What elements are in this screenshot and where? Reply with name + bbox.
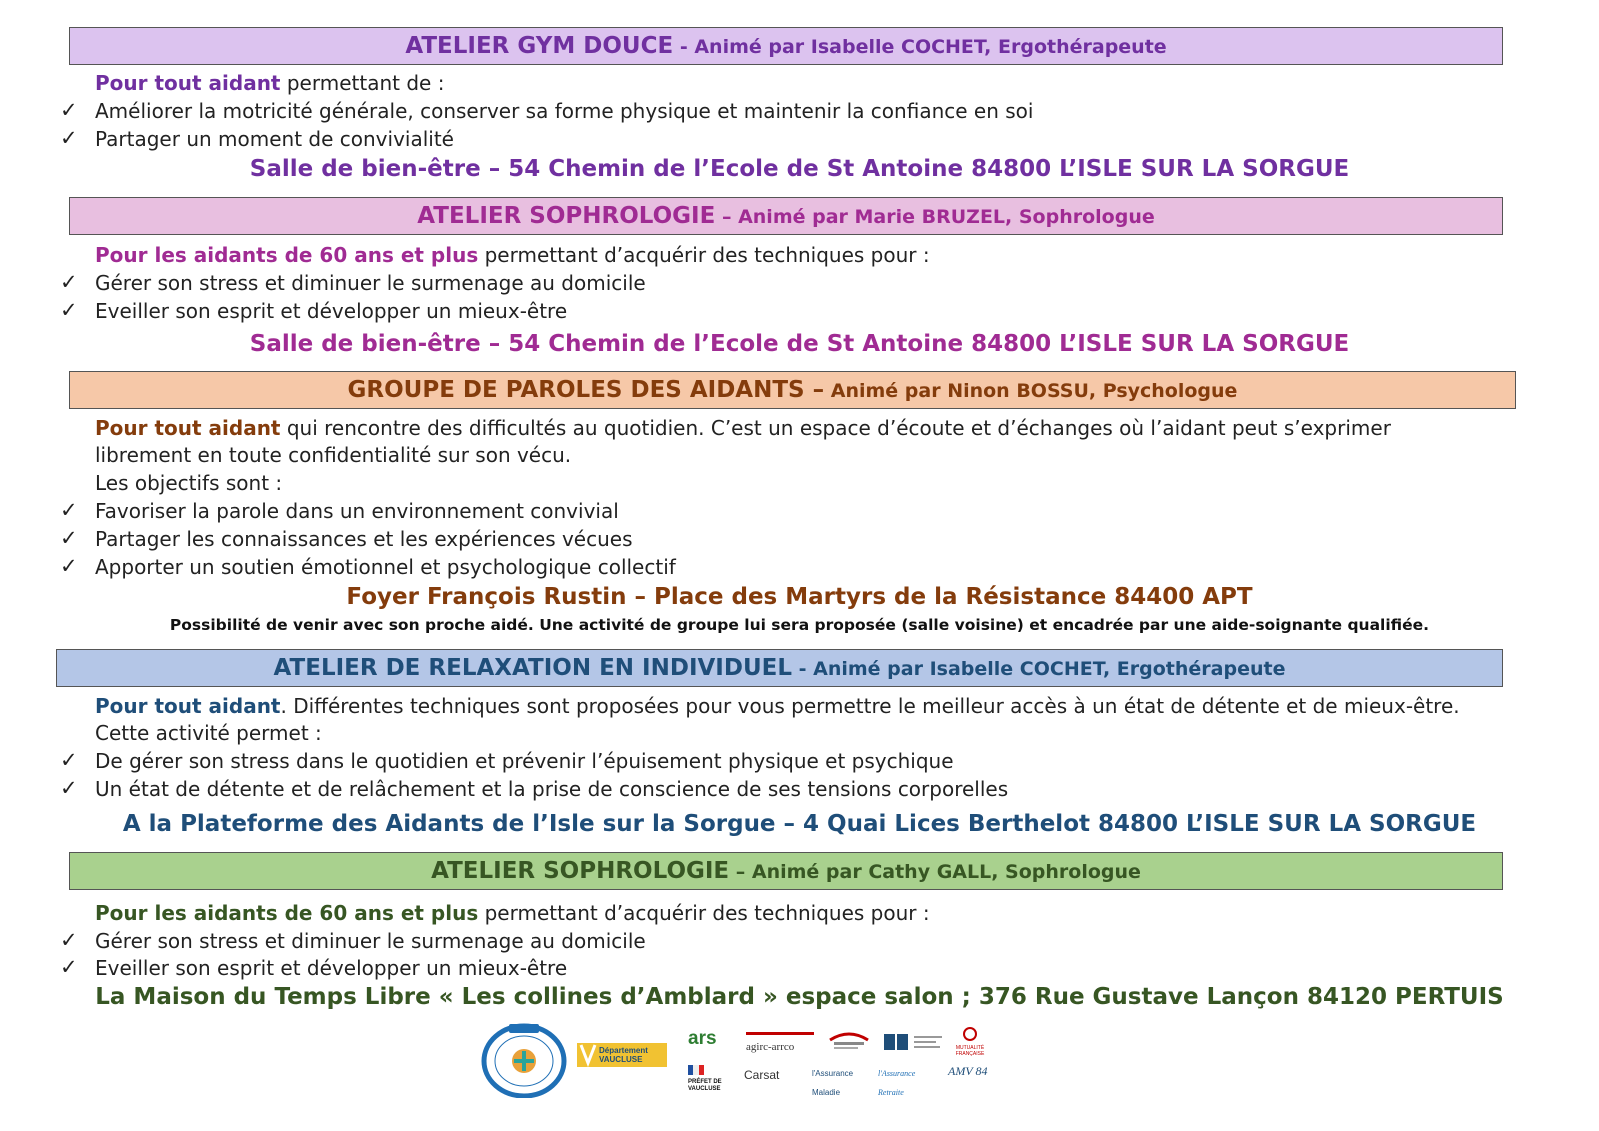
list-item: De gérer son stress dans le quotidien et prévenir l’épuisement physique et psychique <box>95 749 954 773</box>
carsat-logo <box>744 1064 804 1080</box>
check-icon: ✓ <box>60 498 78 522</box>
assurance-retraite-logo <box>878 1061 942 1097</box>
section-relax-intro <box>95 694 1460 718</box>
list-item: Favoriser la parole dans un environnement convivial <box>95 499 619 523</box>
section-relax-intro-line2: Cette activité permet : <box>95 721 322 745</box>
check-icon: ✓ <box>60 928 78 952</box>
list-item: Apporter un soutien émotionnel et psychologique collectif <box>95 555 676 579</box>
ars-label: ars <box>688 1028 717 1049</box>
list-item: Gérer son stress et diminuer le surmenage au domicile <box>95 929 646 953</box>
section-gym-header <box>69 27 1503 65</box>
anah-logo <box>826 1028 872 1054</box>
mutualite-francaise-logo <box>950 1026 990 1056</box>
assurance-maladie-label: l'Assurance Maladie <box>812 1069 854 1097</box>
check-icon: ✓ <box>60 98 78 122</box>
section-relax-subtitle: - Animé par Isabelle COCHET, Ergothérapeute <box>792 658 1286 680</box>
amv-84-logo <box>948 1060 992 1086</box>
section-paroles-title: GROUPE DE PAROLES DES AIDANTS – <box>347 377 825 403</box>
vaucluse-seal-logo <box>481 1022 567 1098</box>
section-paroles-intro <box>95 416 1391 440</box>
section-paroles-subtitle: Animé par Ninon BOSSU, Psychologue <box>824 380 1238 402</box>
intro-bold: Pour tout aidant <box>95 694 281 718</box>
section-sophro1-location: Salle de bien-être – 54 Chemin de l’Ecole de St Antoine 84800 L’ISLE SUR LA SORGUE <box>249 331 1350 357</box>
section-sophro2-intro <box>95 901 930 925</box>
departement-vaucluse-label: Département VAUCLUSE <box>599 1046 648 1064</box>
list-item: Gérer son stress et diminuer le surmenage au domicile <box>95 271 646 295</box>
section-sophro1-title: ATELIER SOPHROLOGIE <box>417 203 716 229</box>
section-relax-title: ATELIER DE RELAXATION EN INDIVIDUEL <box>273 655 792 681</box>
section-gym-title: ATELIER GYM DOUCE <box>405 33 674 59</box>
amv-label: AMV 84 <box>948 1064 988 1078</box>
section-paroles-header <box>69 371 1516 409</box>
section-sophro1-header <box>69 197 1503 235</box>
list-item: Eveiller son esprit et développer un mieux-être <box>95 956 568 980</box>
intro-text: . Différentes techniques sont proposées pour vous permettre le meilleur accès à un état de détente et de mieux-être. <box>280 694 1460 718</box>
intro-text: permettant d’acquérir des techniques pour : <box>478 243 930 267</box>
assurance-retraite-label: l'Assurance Retraite <box>878 1069 916 1097</box>
section-paroles-location: Foyer François Rustin – Place des Martyrs de la Résistance 84400 APT <box>346 584 1253 610</box>
departement-vaucluse-logo <box>577 1043 667 1067</box>
section-sophro1-intro <box>95 243 930 267</box>
carsat-label: Carsat <box>744 1068 780 1082</box>
check-icon: ✓ <box>60 776 78 800</box>
section-relax-header <box>56 649 1503 687</box>
caf-book-icon <box>883 1032 909 1052</box>
section-relax-location: A la Plateforme des Aidants de l’Isle sur la Sorgue – 4 Quai Lices Berthelot 84800 L’ISLE SUR LA SORGUE <box>122 811 1477 837</box>
intro-bold: Pour les aidants de 60 ans et plus <box>95 901 479 925</box>
section-sophro1-subtitle: – Animé par Marie BRUZEL, Sophrologue <box>715 206 1155 228</box>
check-icon: ✓ <box>60 126 78 150</box>
check-icon: ✓ <box>60 748 78 772</box>
prefet-vaucluse-logo <box>688 1060 728 1090</box>
section-sophro2-subtitle: – Animé par Cathy GALL, Sophrologue <box>729 861 1141 883</box>
check-icon: ✓ <box>60 298 78 322</box>
intro-text: permettant de : <box>280 71 445 95</box>
agirc-arrco-label: agirc-arrco <box>746 1041 795 1053</box>
section-sophro2-location: La Maison du Temps Libre « Les collines d’Amblard » espace salon ; 376 Rue Gustave Lançon 84120 PERTUIS <box>95 984 1504 1010</box>
intro-bold: Pour tout aidant <box>95 416 281 440</box>
list-item: Améliorer la motricité générale, conserver sa forme physique et maintenir la confiance en soi <box>95 99 1034 123</box>
famille-services-logo <box>914 1032 944 1052</box>
section-gym-location: Salle de bien-être – 54 Chemin de l’Ecole de St Antoine 84800 L’ISLE SUR LA SORGUE <box>249 156 1350 182</box>
section-paroles-intro-line2: librement en toute confidentialité sur son vécu. <box>95 443 572 467</box>
list-item: Partager les connaissances et les expériences vécues <box>95 527 633 551</box>
section-paroles-intro-line3: Les objectifs sont : <box>95 471 283 495</box>
intro-bold: Pour les aidants de 60 ans et plus <box>95 243 479 267</box>
section-sophro2-title: ATELIER SOPHROLOGIE <box>431 858 730 884</box>
section-sophro2-header <box>69 852 1503 890</box>
list-item: Eveiller son esprit et développer un mieux-être <box>95 299 568 323</box>
list-item: Partager un moment de convivialité <box>95 127 454 151</box>
intro-text: qui rencontre des difficultés au quotidien. C’est un espace d’écoute et d’échanges où l’aidant peut s’exprimer <box>280 416 1391 440</box>
list-item: Un état de détente et de relâchement et la prise de conscience de ses tensions corporelles <box>95 777 1009 801</box>
check-icon: ✓ <box>60 955 78 979</box>
check-icon: ✓ <box>60 526 78 550</box>
section-gym-intro <box>95 71 444 95</box>
check-icon: ✓ <box>60 554 78 578</box>
assurance-maladie-logo <box>812 1061 872 1097</box>
intro-text: permettant d’acquérir des techniques pour : <box>478 901 930 925</box>
check-icon: ✓ <box>60 270 78 294</box>
intro-bold: Pour tout aidant <box>95 71 281 95</box>
mutualite-label: MUTUALITÉ FRANÇAISE <box>955 1045 985 1057</box>
section-gym-subtitle: - Animé par Isabelle COCHET, Ergothérapeute <box>673 36 1167 58</box>
section-paroles-note: Possibilité de venir avec son proche aidé. Une activité de groupe lui sera proposée (salle voisine) et encadrée par une aide-soignante qualifiée. <box>169 616 1430 634</box>
prefet-label: PRÉFET DE VAUCLUSE <box>688 1079 722 1092</box>
agirc-arrco-logo <box>746 1032 814 1051</box>
ars-logo <box>688 1028 736 1050</box>
